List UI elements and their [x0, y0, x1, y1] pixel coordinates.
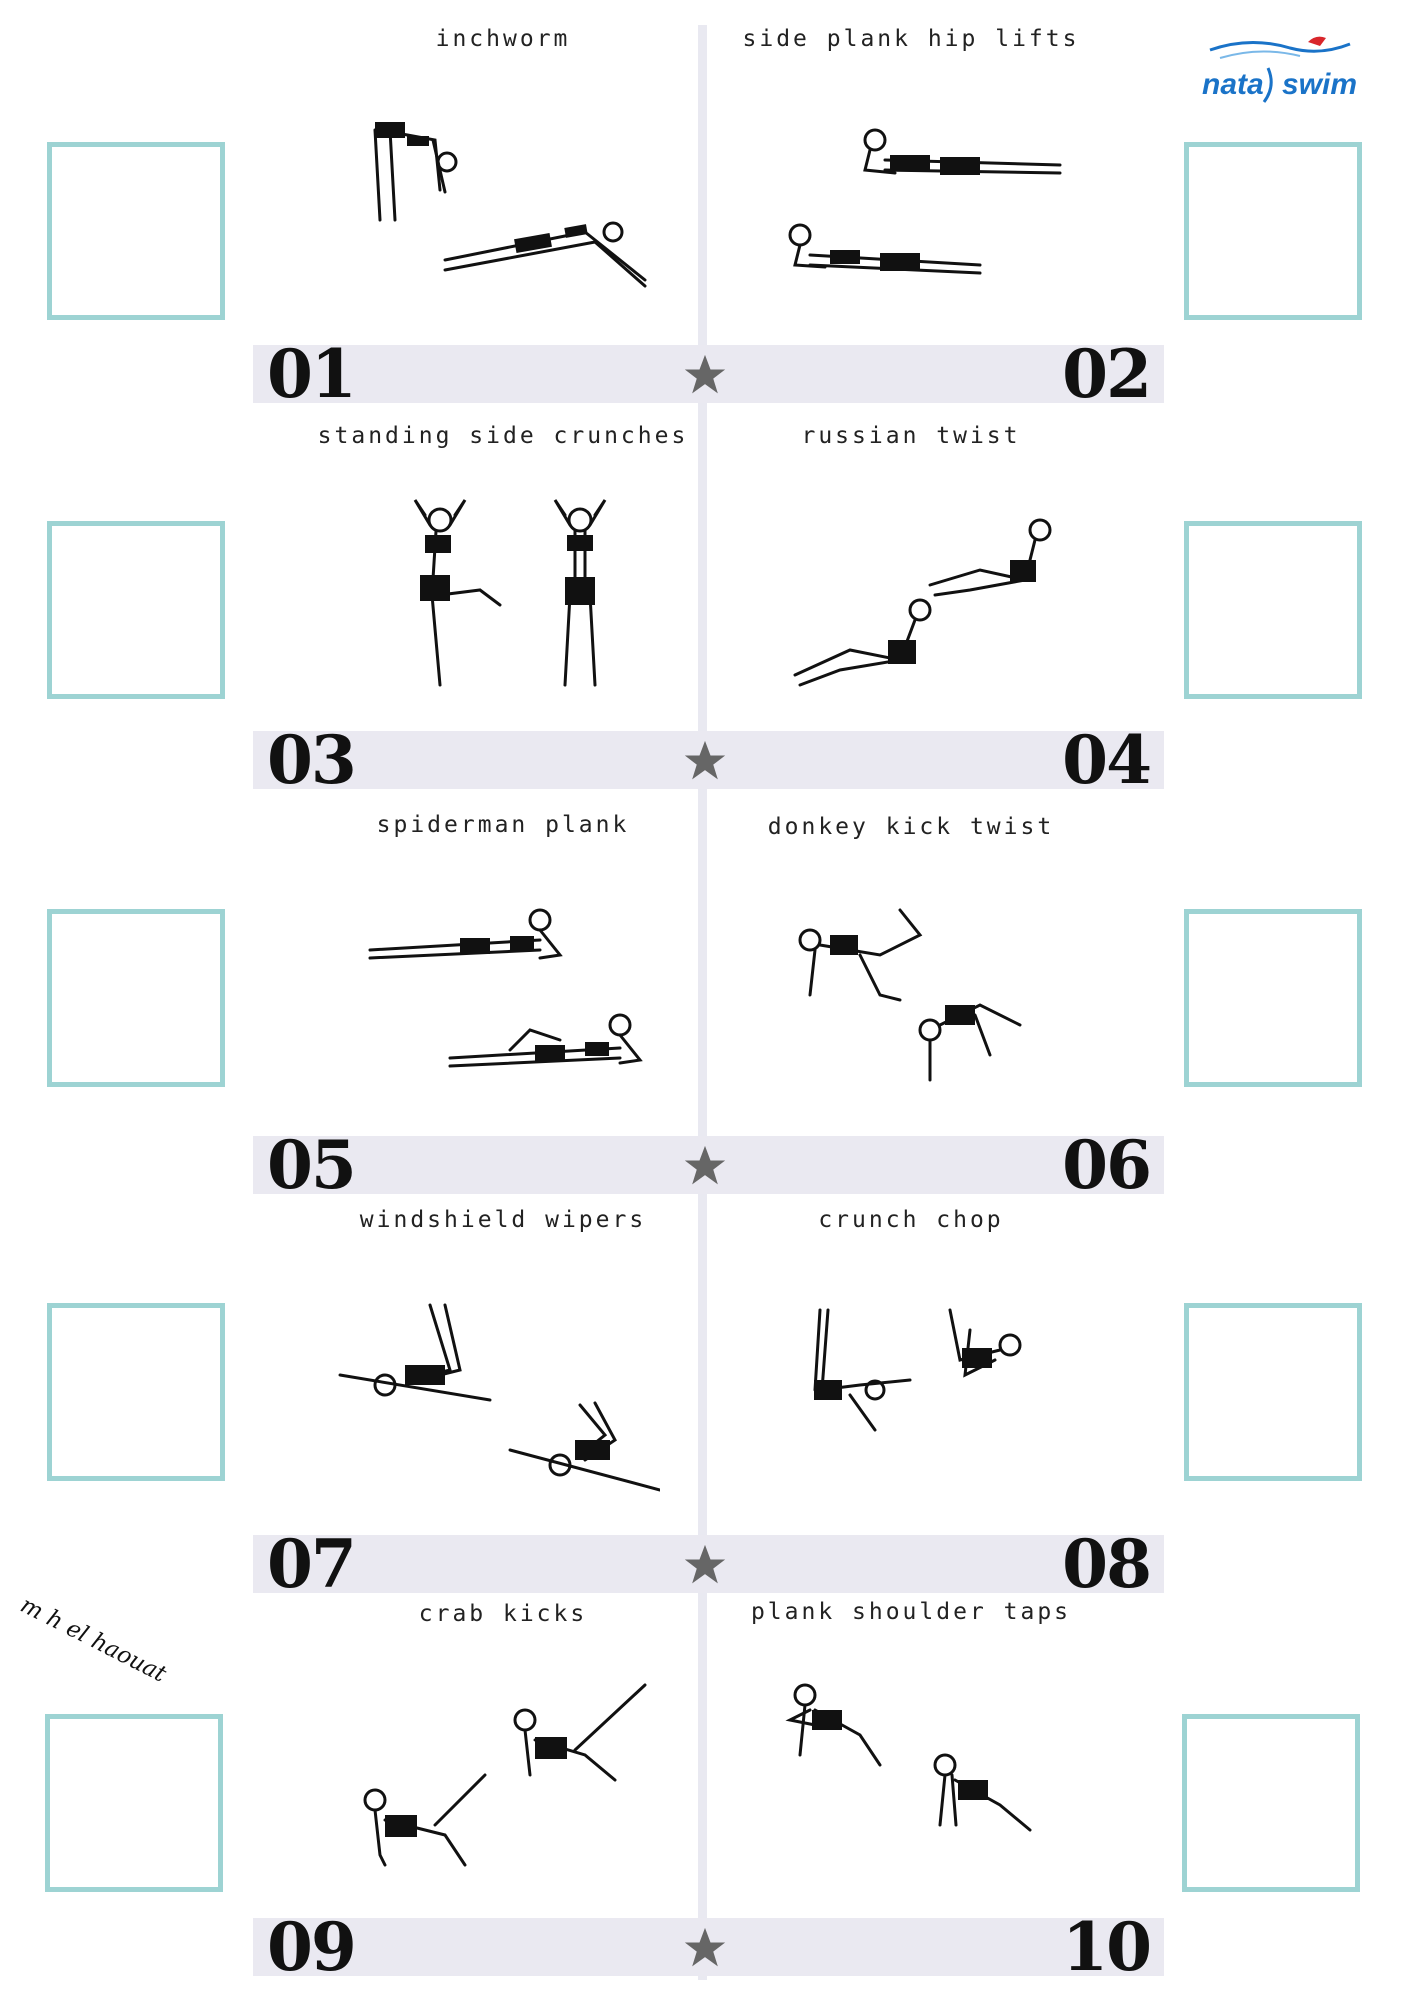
exercise-illustration-04: [770, 510, 1100, 730]
nataswim-logo: [1190, 28, 1370, 108]
logo-text-left: nata: [1202, 68, 1264, 101]
exercise-illustration-07: [330, 1285, 660, 1505]
checkbox-05[interactable]: [47, 909, 225, 1087]
exercise-number-09: 09: [267, 1908, 355, 1986]
number-band-01-02: [253, 335, 1164, 413]
exercise-illustration-06: [780, 895, 1110, 1115]
exercise-number-01: 01: [267, 335, 355, 413]
center-divider: [698, 25, 707, 1980]
number-band-07-08: [253, 1525, 1164, 1603]
exercise-title-03: standing side crunches: [317, 423, 689, 449]
checkbox-02[interactable]: [1184, 142, 1362, 320]
checkbox-10[interactable]: [1182, 1714, 1360, 1892]
exercise-title-01: inchworm: [435, 26, 571, 52]
exercise-number-05: 05: [267, 1126, 355, 1204]
exercise-number-03: 03: [267, 721, 355, 799]
exercise-number-08: 08: [1062, 1525, 1150, 1603]
star-icon: [683, 1543, 727, 1587]
star-icon: [683, 353, 727, 397]
exercise-number-07: 07: [267, 1525, 355, 1603]
star-icon: [683, 1144, 727, 1188]
star-icon: [683, 739, 727, 783]
signature: m h el haouat: [16, 1592, 171, 1688]
exercise-title-02: side plank hip lifts: [742, 26, 1080, 52]
exercise-title-04: russian twist: [801, 423, 1021, 449]
checkbox-01[interactable]: [47, 142, 225, 320]
number-band-05-06: [253, 1126, 1164, 1204]
exercise-illustration-10: [770, 1665, 1100, 1885]
exercise-illustration-08: [780, 1290, 1110, 1510]
checkbox-06[interactable]: [1184, 909, 1362, 1087]
star-icon: [683, 1926, 727, 1970]
exercise-title-10: plank shoulder taps: [750, 1599, 1072, 1625]
exercise-illustration-03: [370, 495, 700, 715]
exercise-title-08: crunch chop: [818, 1207, 1004, 1233]
exercise-title-09: crab kicks: [418, 1601, 588, 1627]
logo-text-right: swim: [1282, 68, 1358, 101]
exercise-title-05: spiderman plank: [376, 812, 630, 838]
exercise-illustration-02: [770, 115, 1100, 335]
checkbox-04[interactable]: [1184, 521, 1362, 699]
number-band-09-10: [253, 1908, 1164, 1986]
exercise-title-07: windshield wipers: [359, 1207, 647, 1233]
exercise-illustration-09: [345, 1665, 675, 1885]
exercise-title-06: donkey kick twist: [767, 814, 1055, 840]
exercise-number-02: 02: [1062, 335, 1150, 413]
exercise-illustration-01: [345, 100, 675, 320]
checkbox-07[interactable]: [47, 1303, 225, 1481]
checkbox-08[interactable]: [1184, 1303, 1362, 1481]
exercise-number-04: 04: [1062, 721, 1150, 799]
exercise-number-10: 10: [1062, 1908, 1150, 1986]
number-band-03-04: [253, 721, 1164, 799]
checkbox-03[interactable]: [47, 521, 225, 699]
checkbox-09[interactable]: [45, 1714, 223, 1892]
exercise-illustration-05: [360, 900, 690, 1120]
exercise-number-06: 06: [1062, 1126, 1150, 1204]
